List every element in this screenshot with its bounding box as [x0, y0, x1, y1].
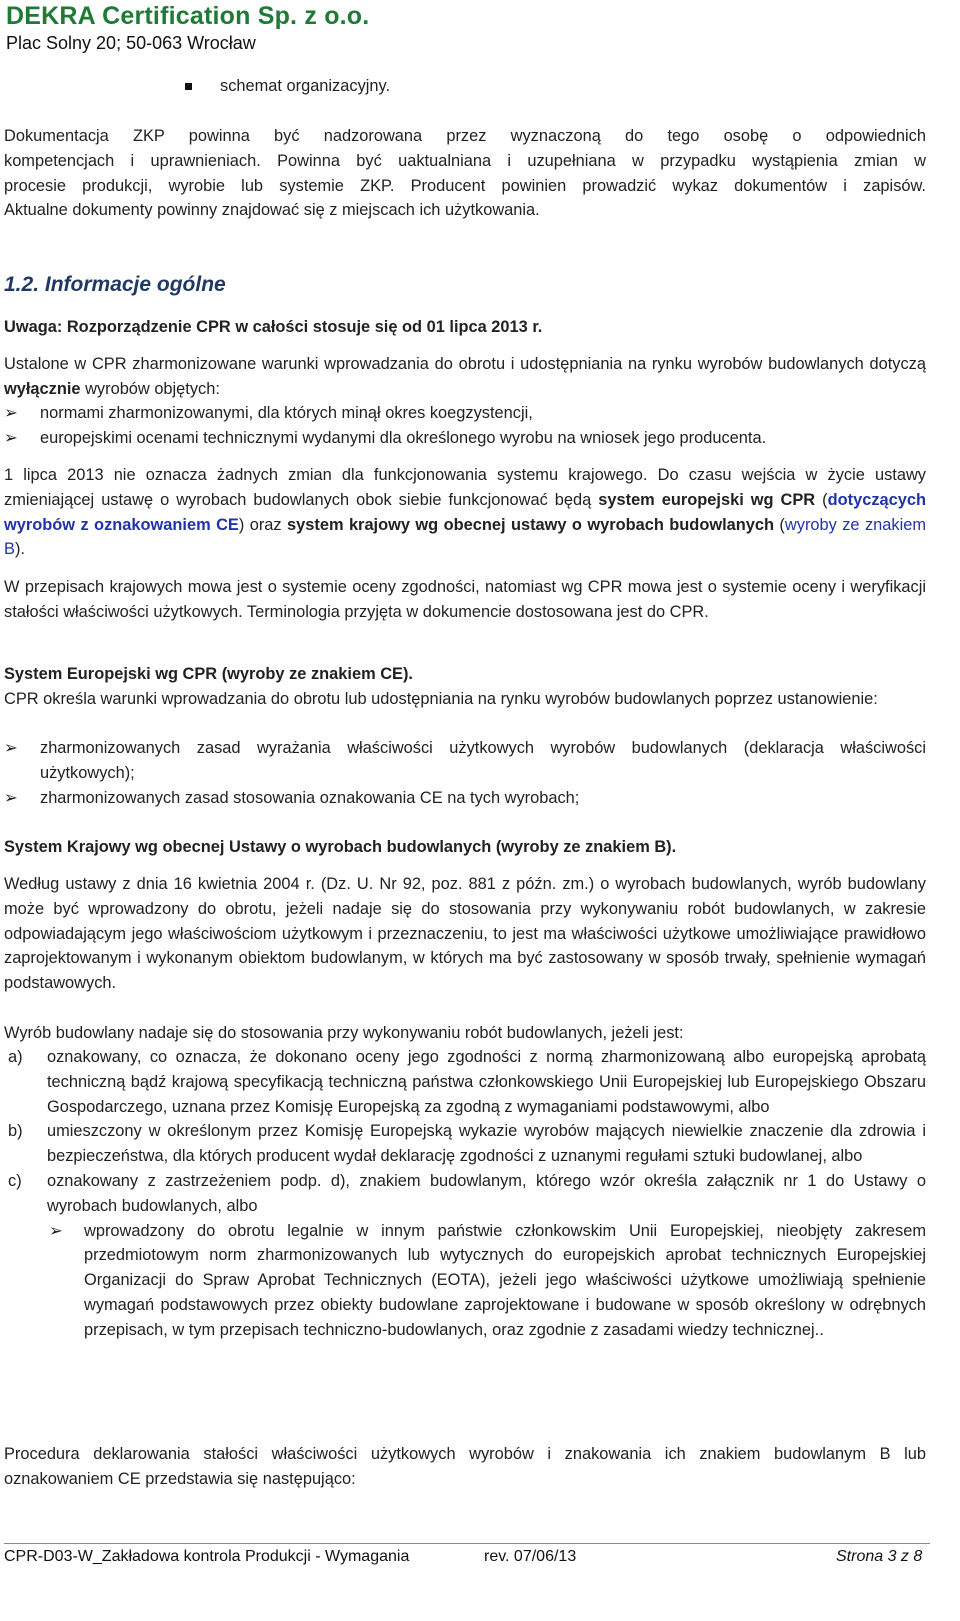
list-item-text: zharmonizowanych zasad stosowania oznakowania CE na tych wyrobach;: [40, 788, 580, 807]
paragraph-cpr: [4, 352, 926, 402]
paragraph-text: ) oraz: [238, 515, 288, 534]
list-item-text: zharmonizowanych zasad wyrażania właściwości użytkowych wyrobów budowlanych (deklaracja właściwości użytkowych);: [40, 739, 926, 782]
list-item: [4, 401, 926, 426]
cpr-note: Uwaga: Rozporządzenie CPR w całości stosuje się od 01 lipca 2013 r.: [4, 318, 543, 336]
conditions-intro: Wyrób budowlany nadaje się do stosowania przy wykonywaniu robót budowlanych, jeżeli jest:: [4, 1024, 684, 1042]
list-item: [4, 786, 926, 811]
paragraph-july: [4, 463, 926, 562]
paragraph-text: (: [815, 490, 828, 509]
system-eu-intro: CPR określa warunki wprowadzania do obrotu lub udostępniania na rynku wyrobów budowlanych poprzez ustanowienie:: [4, 690, 878, 708]
system-pl-text: Według ustawy z dnia 16 kwietnia 2004 r. (Dz. U. Nr 92, poz. 881 z późn. zm.) o wyrobach budowlanych, wyrób budowlany może być wprowadzony do obrotu, jeżeli nadaje się do stosowania przy wykonywaniu robót budowlanych, w zakresie odpowiadającym jego właściwościom użytkowym i przeznaczeniu, to jest ma właściwości użytkowe umożliwiające prawidłowo zaprojektowanym i wykonanym obiektom budowlanym, w których ma być zastosowany w sposób trwały, spełnienie wymagań podstawowych.: [4, 875, 926, 993]
paragraph-zkp: [4, 124, 926, 223]
paragraph-text: ).: [14, 540, 25, 559]
system-eu-list: [4, 736, 926, 810]
conditions-list: [4, 1045, 926, 1343]
list-marker: c): [8, 1171, 22, 1190]
footer-divider: [4, 1543, 930, 1544]
highlight-b: wyroby ze znakiem B: [4, 515, 927, 559]
arrow-bullet-icon: ➢: [4, 404, 18, 422]
system-pl-heading: System Krajowy wg obecnej Ustawy o wyrobach budowlanych (wyroby ze znakiem B).: [4, 838, 677, 856]
paragraph-line: kompetencjach i uprawnieniach. Powinna być uaktualniana i uzupełniana w przypadku wystąpienia zmian w: [4, 151, 926, 170]
emphasis: system europejski wg CPR: [598, 490, 816, 509]
list-item-text: europejskimi ocenami technicznymi wydanymi dla określonego wyrobu na wniosek jego producenta.: [40, 428, 767, 447]
list-marker: b): [8, 1122, 23, 1141]
list-item-text: normami zharmonizowanymi, dla których minął okres koegzystencji,: [40, 404, 533, 422]
list-item: [4, 736, 926, 786]
paragraph-text: (: [774, 515, 785, 534]
paragraph-text: wyrobów objętych:: [80, 379, 220, 398]
emphasis: system krajowy wg obecnej ustawy o wyrobach budowlanych: [287, 515, 775, 534]
list-item-text: oznakowany z zastrzeżeniem podp. d), znakiem budowlanym, którego wzór określa załącznik nr 1 do Ustawy o wyrobach budowlanych, albo: [47, 1171, 926, 1215]
highlight-ce: dotyczących wyrobów z oznakowaniem CE: [4, 490, 926, 534]
closing-paragraph: Procedura deklarowania stałości właściwości użytkowych wyrobów i znakowania ich znakiem budowlanym B lub oznakowaniem CE przedstawia się następująco:: [4, 1445, 926, 1488]
cpr-list: [4, 401, 926, 451]
list-item-text: schemat organizacyjny.: [220, 77, 391, 95]
list-marker: a): [8, 1048, 23, 1066]
list-item: [4, 1169, 926, 1219]
list-item: [4, 1045, 926, 1119]
emphasis: wyłącznie: [4, 379, 81, 398]
footer-revision: rev. 07/06/13: [484, 1548, 577, 1565]
paragraph-terms: W przepisach krajowych mowa jest o systemie oceny zgodności, natomiast wg CPR mowa jest o systemie oceny i weryfikacji stałości właściwości użytkowych. Terminologia przyjęta w dokumencie dostosowana jest do CPR.: [4, 578, 926, 621]
footer-document-code: CPR-D03-W_Zakładowa kontrola Produkcji - Wymagania: [4, 1548, 410, 1565]
paragraph-line: Aktualne dokumenty powinny znajdować się z miejscach ich użytkowania.: [4, 201, 540, 220]
arrow-bullet-icon: ➢: [4, 428, 18, 447]
paragraph-text: 1 lipca 2013 nie oznacza żadnych zmian dla funkcjonowania systemu krajowego. Do czasu wejścia w życie ustawy zmieniającej ustawę o wyrobach budowlanych obok siebie funkcjonować będą: [4, 466, 926, 509]
arrow-bullet-icon: ➢: [4, 788, 18, 807]
list-item-text: umieszczony w określonym przez Komisję Europejską wykazie wyrobów mających niewielkie znaczenie dla zdrowia i bezpieczeństwa, dla których producent wydał deklarację zgodności z uznanymi regułami sztuki budowlanej, albo: [47, 1122, 926, 1166]
system-eu-heading: System Europejski wg CPR (wyroby ze znakiem CE).: [4, 665, 413, 683]
paragraph-text: Ustalone w CPR zharmonizowane warunki wprowadzania do obrotu i udostępniania na rynku wyrobów budowlanych dotyczą: [4, 355, 926, 373]
arrow-bullet-icon: ➢: [4, 739, 18, 757]
arrow-bullet-icon: ➢: [49, 1221, 63, 1240]
section-heading: 1.2. Informacje ogólne: [4, 273, 226, 296]
company-name: DEKRA Certification Sp. z o.o.: [6, 2, 370, 30]
list-item-text: oznakowany, co oznacza, że dokonano oceny jego zgodności z normą zharmonizowaną albo europejską aprobatą techniczną bądź krajową specyfikacją techniczną państwa członkowskiego Unii Europejskiej lub Europejskiego Obszaru Gospodarczego, uznana przez Komisję Europejską za zgodną z wymaganiami podstawowymi, albo: [47, 1048, 926, 1116]
footer-page-number: Strona 3 z 8: [836, 1548, 923, 1565]
paragraph-line: Dokumentacja ZKP powinna być nadzorowana przez wyznaczoną do tego osobę o odpowiednich: [4, 127, 926, 145]
list-item: [4, 426, 926, 451]
paragraph-line: procesie produkcji, wyrobie lub systemie ZKP. Producent powinien prowadzić wykaz dokumentów i zapisów.: [4, 176, 926, 195]
list-item: [4, 1119, 926, 1169]
company-address: Plac Solny 20; 50-063 Wrocław: [6, 33, 256, 53]
list-sub-item: [4, 1219, 926, 1343]
list-item-text: wprowadzony do obrotu legalnie w innym państwie członkowskim Unii Europejskiej, nieobjęty zakresem przedmiotowym norm zharmonizowanych lub wytycznych do europejskich aprobat technicznych Europejskiej Organizacji do Spraw Aprobat Technicznych (EOTA), jeżeli jego właściwości użytkowe umożliwiają spełnienie wymagań podstawowych przez obiekty budowlane zaprojektowane i budowane w sposób określony w odrębnych przepisach, w tym przepisach techniczno-budowlanych, oraz zgodnie z zasadami wiedzy technicznej..: [84, 1221, 926, 1339]
square-bullet-icon: [185, 83, 192, 90]
